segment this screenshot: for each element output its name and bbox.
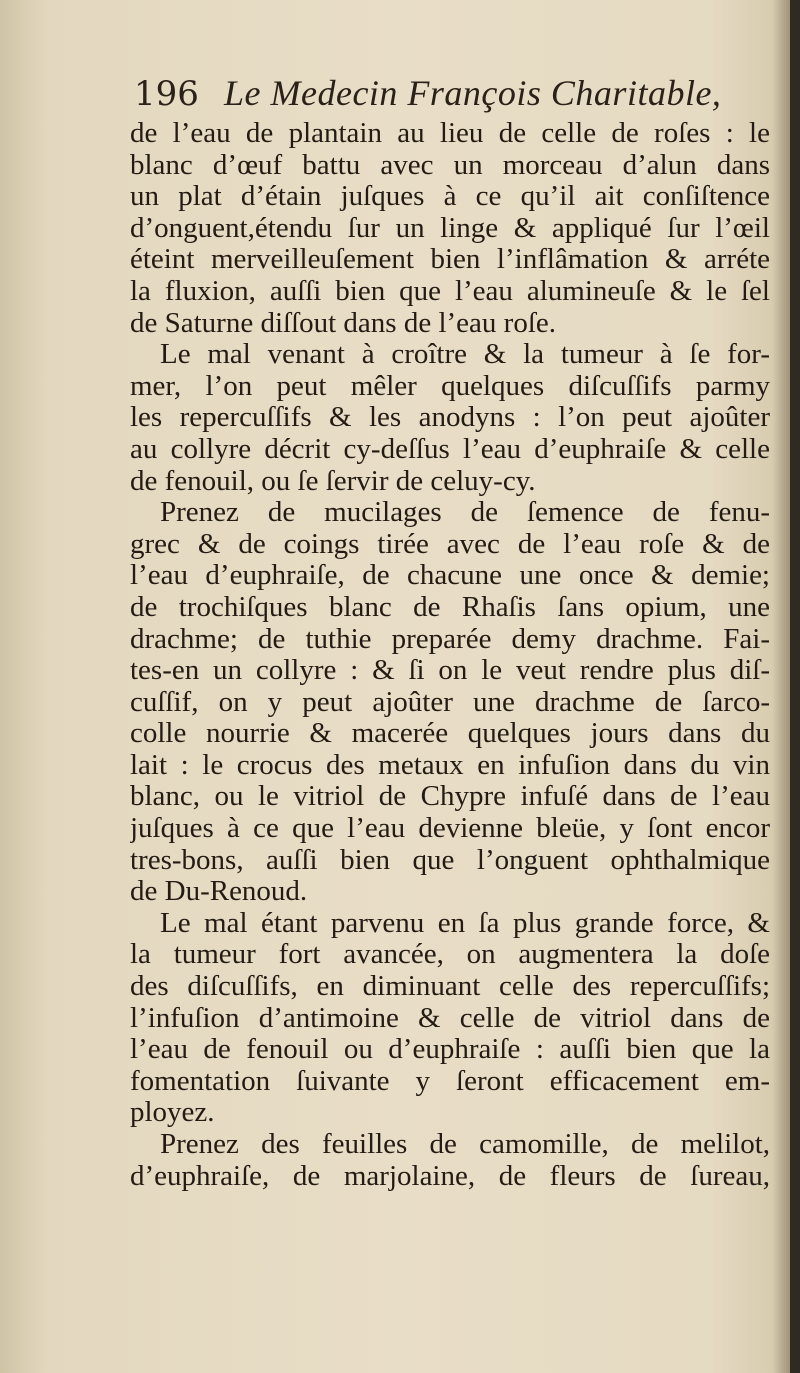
text-line: de Du-Renoud. (130, 876, 308, 908)
text-line: ployez. (130, 1097, 215, 1129)
page-header (134, 72, 774, 120)
text-line: lait : le crocus des metaux en infuſion dans du vin (130, 749, 770, 781)
text-line: tes-en un collyre : & ſi on le veut rendre plus diſ- (130, 655, 770, 687)
text-line: Prenez de mucilages de ſemence de fenu- (160, 497, 770, 529)
text-line: Le mal étant parvenu en ſa plus grande force, & (160, 907, 770, 939)
text-line: colle nourrie & macerée quelques jours dans du (130, 718, 770, 750)
text-line: l’eau de fenouil ou d’euphraiſe : auſſi bien que la (130, 1034, 770, 1066)
page-number: 196 (134, 74, 199, 114)
text-line: tres-bons, auſſi bien que l’onguent ophthalmique (130, 844, 770, 876)
text-line: l’infuſion d’antimoine & celle de vitriol dans de (130, 1002, 770, 1034)
text-line: drachme; de tuthie preparée demy drachme. Fai- (130, 623, 770, 655)
text-line: au collyre décrit cy-deſſus l’eau d’euphraiſe & celle (130, 433, 770, 465)
text-line: de trochiſques blanc de Rhaſis ſans opium, une (130, 591, 770, 623)
text-line: mer, l’on peut mêler quelques diſcuſſifs parmy (130, 370, 770, 402)
text-line: Prenez des feuilles de camomille, de melilot, (160, 1129, 770, 1160)
text-line: éteint merveilleuſement bien l’inflâmation & arréte (130, 244, 770, 276)
text-line: grec & de coings tirée avec de l’eau roſe & de (130, 528, 770, 560)
text-line: cuſſif, on y peut ajoûter une drachme de ſarco- (130, 686, 770, 718)
text-line: de l’eau de plantain au lieu de celle de roſes : le (130, 118, 770, 149)
text-line: Le mal venant à croître & la tumeur à ſe for- (160, 339, 770, 371)
text-line: blanc d’œuf battu avec un morceau d’alun dans (130, 149, 770, 181)
body-text (130, 118, 770, 1192)
running-title: Le Medecin François Charitable, (224, 73, 722, 113)
text-line: la tumeur fort avancée, on augmentera la doſe (130, 939, 770, 971)
text-line: d’onguent,étendu ſur un linge & appliqué ſur l’œil (130, 212, 770, 244)
text-line: de fenouil, ou ſe ſervir de celuy-cy. (130, 465, 536, 497)
text-line: la fluxion, auſſi bien que l’eau alumineuſe & le ſel (130, 275, 770, 307)
text-line: des diſcuſſifs, en diminuant celle des repercuſſifs; (130, 971, 770, 1003)
text-line: blanc, ou le vitriol de Chypre infuſé dans de l’eau (130, 781, 770, 813)
text-line: fomentation ſuivante y ſeront efficacement em- (130, 1065, 770, 1097)
text-line: l’eau d’euphraiſe, de chacune une once & demie; (130, 560, 770, 592)
text-line: d’euphraiſe, de marjolaine, de fleurs de ſureau, (130, 1160, 770, 1192)
text-line: de Saturne diſſout dans de l’eau roſe. (130, 307, 557, 339)
text-line: juſques à ce que l’eau devienne bleüe, y ſont encor (130, 813, 770, 845)
text-line: un plat d’étain juſques à ce qu’il ait conſiſtence (130, 181, 770, 213)
text-line: les repercuſſifs & les anodyns : l’on peut ajoûter (130, 402, 770, 434)
